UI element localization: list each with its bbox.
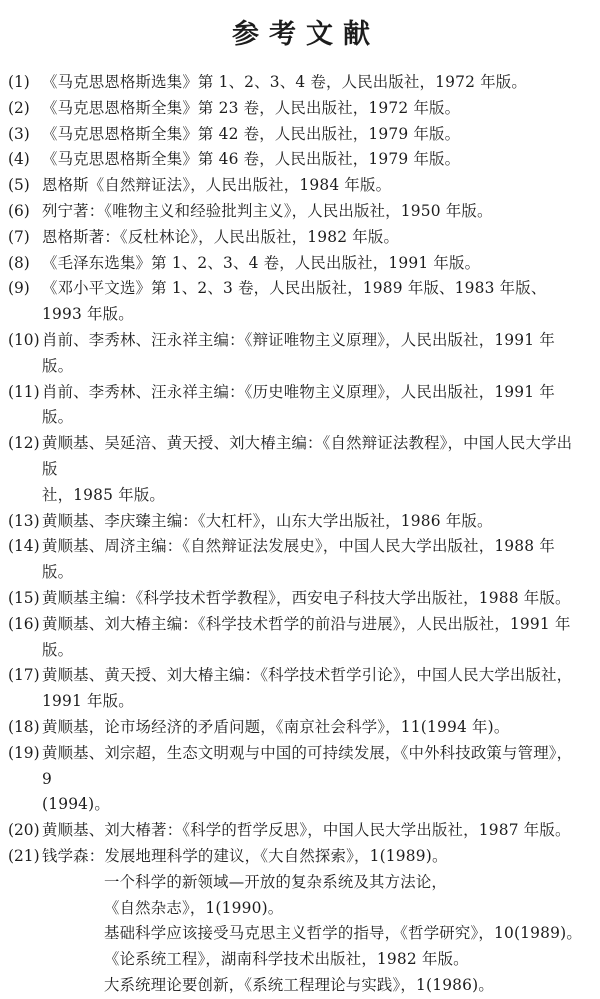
sub-reference-line: 基础科学应该接受马克思主义哲学的指导，《哲学研究》，10(1989)。 (104, 924, 582, 943)
reference-number: (19) (8, 743, 40, 762)
reference-number: (5) (8, 176, 30, 195)
reference-text (42, 380, 582, 432)
reference-item (8, 70, 582, 96)
reference-text (42, 173, 582, 199)
reference-item (8, 122, 582, 148)
reference-line: 肖前、李秀林、汪永祥主编：《辩证唯物主义原理》，人民出版社，1991 年版。 (42, 330, 555, 375)
reference-item (8, 431, 582, 508)
reference-text (42, 715, 582, 741)
reference-text (42, 96, 582, 122)
reference-item (8, 509, 582, 535)
reference-line: 钱学森：发展地理科学的建议，《大自然探索》，1(1989)。 (42, 846, 448, 865)
sub-reference-item (104, 870, 582, 922)
reference-text (42, 276, 582, 328)
reference-text (42, 534, 582, 586)
reference-line: 版。 (42, 640, 74, 659)
reference-number: (14) (8, 537, 40, 556)
sub-reference-line: 《论系统工程》，湖南科学技术出版社，1982 年版。 (104, 950, 469, 969)
reference-list (8, 70, 582, 870)
reference-item (8, 199, 582, 225)
reference-number: (4) (8, 150, 30, 169)
reference-line: 《邓小平文选》第 1、2、3 卷，人民出版社，1989 年版、1983 年版、1993 年版。 (42, 279, 547, 324)
reference-line: 《马克思恩格斯全集》第 46 卷，人民出版社，1979 年版。 (42, 150, 461, 169)
reference-line: 恩格斯著：《反杜林论》，人民出版社，1982 年版。 (42, 227, 400, 246)
reference-line: 《马克思恩格斯选集》第 1、2、3、4 卷，人民出版社，1972 年版。 (42, 73, 527, 91)
reference-line: 《马克思恩格斯全集》第 23 卷，人民出版社，1972 年版。 (42, 98, 461, 117)
reference-number: (15) (8, 588, 40, 607)
reference-item (8, 741, 582, 818)
reference-line: 1991 年版。 (42, 692, 134, 711)
reference-line: 黄顺基、刘宗超，生态文明观与中国的可持续发展，《中外科技政策与管理》，9 (42, 743, 573, 788)
sub-reference-line: 一个科学的新领域—开放的复杂系统及其方法论， (104, 872, 447, 891)
reference-text (42, 251, 582, 277)
reference-line: 社，1985 年版。 (42, 485, 166, 504)
reference-number: (3) (8, 124, 30, 143)
reference-text (42, 844, 582, 870)
reference-line: 黄顺基、黄天授、刘大椿主编：《科学技术哲学引论》，中国人民大学出版社， (42, 666, 573, 685)
reference-number: (1) (8, 73, 30, 91)
reference-item (8, 96, 582, 122)
reference-line: 肖前、李秀林、汪永祥主编：《历史唯物主义原理》，人民出版社，1991 年版。 (42, 382, 555, 427)
reference-text (42, 509, 582, 535)
reference-number: (6) (8, 201, 30, 220)
reference-item (8, 534, 582, 586)
reference-number: (9) (8, 279, 30, 298)
reference-item (8, 663, 582, 715)
sub-reference-item (104, 947, 582, 973)
reference-line: 黄顺基、刘大椿著：《科学的哲学反思》，中国人民大学出版社，1987 年版。 (42, 821, 571, 840)
reference-number: (20) (8, 821, 40, 840)
reference-item (8, 818, 582, 844)
reference-line: 恩格斯《自然辩证法》，人民出版社，1984 年版。 (42, 176, 392, 195)
reference-item (8, 276, 582, 328)
reference-item (8, 844, 582, 870)
reference-text (42, 663, 582, 715)
sub-reference-item (104, 921, 582, 947)
reference-line: (1994)。 (42, 795, 110, 814)
reference-line: 黄顺基主编：《科学技术哲学教程》，西安电子科技大学出版社，1988 年版。 (42, 588, 571, 607)
reference-text (42, 741, 582, 818)
sub-reference-line: 《自然杂志》，1(1990)。 (104, 898, 284, 917)
reference-item (8, 173, 582, 199)
reference-text (42, 147, 582, 173)
reference-item (8, 380, 582, 432)
reference-line: 黄顺基，论市场经济的矛盾问题，《南京社会科学》，11(1994 年)。 (42, 717, 510, 736)
reference-number: (7) (8, 227, 30, 246)
sub-reference-list (8, 870, 582, 999)
reference-line: 黄顺基、周济主编：《自然辩证法发展史》，中国人民大学出版社，1988 年版。 (42, 537, 555, 582)
reference-item (8, 251, 582, 277)
reference-number: (18) (8, 717, 40, 736)
reference-item (8, 225, 582, 251)
reference-item (8, 147, 582, 173)
reference-text (42, 199, 582, 225)
sub-reference-line: 大系统理论要创新，《系统工程理论与实践》，1(1986)。 (104, 975, 494, 994)
reference-line: 《毛泽东选集》第 1、2、3、4 卷，人民出版社，1991 年版。 (42, 253, 481, 272)
reference-number: (16) (8, 614, 40, 633)
reference-number: (8) (8, 253, 30, 272)
reference-text (42, 70, 582, 96)
sub-reference-item (104, 973, 582, 999)
reference-number: (12) (8, 434, 40, 453)
reference-number: (2) (8, 98, 30, 117)
reference-text (42, 612, 582, 664)
reference-line: 列宁著：《唯物主义和经验批判主义》，人民出版社，1950 年版。 (42, 201, 493, 220)
reference-text (42, 431, 582, 508)
reference-item (8, 586, 582, 612)
reference-text (42, 818, 582, 844)
reference-line: 黄顺基、吴延涪、黄天授、刘大椿主编：《自然辩证法教程》，中国人民大学出版 (42, 434, 573, 478)
reference-item (8, 328, 582, 380)
reference-line: 黄顺基、刘大椿主编：《科学技术哲学的前沿与进展》，人民出版社，1991 年 (42, 614, 571, 633)
reference-text (42, 122, 582, 148)
reference-text (42, 225, 582, 251)
reference-item (8, 612, 582, 664)
reference-text (42, 328, 582, 380)
reference-number: (21) (8, 846, 40, 865)
reference-number: (10) (8, 330, 40, 349)
reference-text (42, 586, 582, 612)
reference-line: 黄顺基、李庆臻主编：《大杠杆》，山东大学出版社，1986 年版。 (42, 511, 493, 530)
page-title: 参考文献 (232, 19, 380, 50)
reference-line: 《马克思恩格斯全集》第 42 卷，人民出版社，1979 年版。 (42, 124, 461, 143)
reference-number: (17) (8, 666, 40, 685)
reference-number: (13) (8, 511, 40, 530)
reference-number: (11) (8, 382, 40, 401)
reference-item (8, 715, 582, 741)
